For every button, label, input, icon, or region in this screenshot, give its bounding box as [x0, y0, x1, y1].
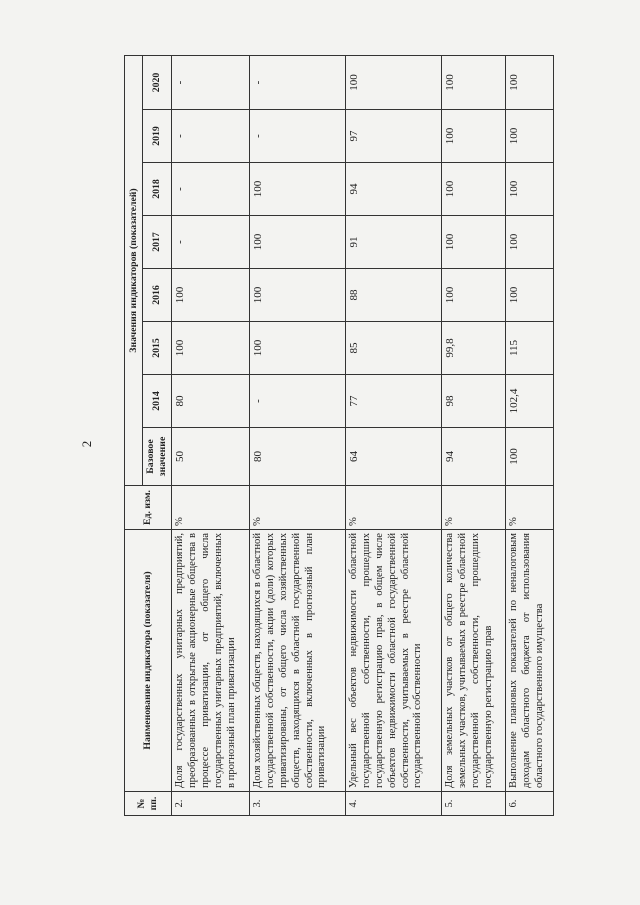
table-row: [505, 55, 553, 815]
indicator-name: Выполнение плановых показателей по неналоговым доходам областного бюджета от использования областного государственного имущества: [505, 530, 553, 792]
value-cell: 100: [171, 322, 249, 375]
header-values: Значения индикаторов (показателей): [125, 55, 143, 485]
header-unit: Ед. изм.: [125, 486, 172, 530]
value-cell: 100: [249, 322, 345, 375]
header-year: 2017: [143, 216, 172, 269]
base-value: 80: [249, 428, 345, 486]
unit-cell: %: [505, 486, 553, 530]
base-value: 94: [441, 428, 505, 486]
value-cell: 99,8: [441, 322, 505, 375]
header-year: 2020: [143, 55, 172, 109]
value-cell: -: [171, 216, 249, 269]
value-cell: 80: [171, 375, 249, 428]
value-cell: 100: [505, 110, 553, 163]
value-cell: 115: [505, 322, 553, 375]
indicator-table-container: [124, 56, 545, 822]
table-row: [345, 55, 441, 815]
value-cell: 85: [345, 322, 441, 375]
header-year: 2015: [143, 322, 172, 375]
unit-cell: %: [441, 486, 505, 530]
value-cell: -: [249, 375, 345, 428]
value-cell: 100: [441, 110, 505, 163]
value-cell: -: [171, 163, 249, 216]
indicator-name: Удельный вес объектов недвижимости областной государственной собственности, прошедших государственную регистрацию прав, в общем числе объектов недвижимости областной государственной собственности, учитываемых в реестре областной государственной собственности: [345, 530, 441, 792]
value-cell: 100: [171, 269, 249, 322]
row-number: 5.: [441, 792, 505, 816]
row-number: 6.: [505, 792, 553, 816]
header-num: № пп.: [125, 792, 172, 816]
value-cell: -: [249, 110, 345, 163]
unit-cell: %: [249, 486, 345, 530]
page-number: 2: [79, 440, 94, 448]
value-cell: 100: [249, 269, 345, 322]
value-cell: 100: [441, 269, 505, 322]
table-row: [171, 55, 249, 815]
header-base: Базовое значение: [143, 428, 172, 486]
row-number: 3.: [249, 792, 345, 816]
value-cell: -: [171, 55, 249, 109]
value-cell: 100: [505, 55, 553, 109]
value-cell: 100: [505, 163, 553, 216]
header-year: 2016: [143, 269, 172, 322]
header-name: Наименование индикатора (показателя): [125, 530, 172, 792]
value-cell: 100: [441, 163, 505, 216]
value-cell: 100: [249, 216, 345, 269]
value-cell: 100: [345, 55, 441, 109]
value-cell: 100: [505, 216, 553, 269]
indicator-name: Доля государственных унитарных предприятий, преобразованных в открытые акционерные общества в процессе приватизации, от общего числа государственных унитарных предприятий, включенных в прогнозный план приватизации: [171, 530, 249, 792]
value-cell: 97: [345, 110, 441, 163]
indicator-name: Доля земельных участков от общего количества земельных участков, учитываемых в реестре областной государственной собственности, прошедших государственную регистрацию прав: [441, 530, 505, 792]
table-row: [441, 55, 505, 815]
unit-cell: %: [345, 486, 441, 530]
value-cell: -: [171, 110, 249, 163]
value-cell: 100: [441, 216, 505, 269]
value-cell: 102,4: [505, 375, 553, 428]
table-row: [249, 55, 345, 815]
value-cell: 88: [345, 269, 441, 322]
value-cell: -: [249, 55, 345, 109]
value-cell: 98: [441, 375, 505, 428]
base-value: 64: [345, 428, 441, 486]
value-cell: 100: [441, 55, 505, 109]
row-number: 2.: [171, 792, 249, 816]
header-year: 2019: [143, 110, 172, 163]
unit-cell: %: [171, 486, 249, 530]
value-cell: 91: [345, 216, 441, 269]
header-year: 2014: [143, 375, 172, 428]
row-number: 4.: [345, 792, 441, 816]
base-value: 50: [171, 428, 249, 486]
base-value: 100: [505, 428, 553, 486]
value-cell: 100: [249, 163, 345, 216]
indicator-table: [124, 55, 554, 816]
value-cell: 77: [345, 375, 441, 428]
value-cell: 94: [345, 163, 441, 216]
indicator-name: Доля хозяйственных обществ, находящихся в областной государственной собственности, акции (доли) которых приватизированы, от общего числа хозяйственных обществ, находящихся в областной государственной собственности, включенных в прогнозный план приватизации: [249, 530, 345, 792]
value-cell: 100: [505, 269, 553, 322]
header-year: 2018: [143, 163, 172, 216]
